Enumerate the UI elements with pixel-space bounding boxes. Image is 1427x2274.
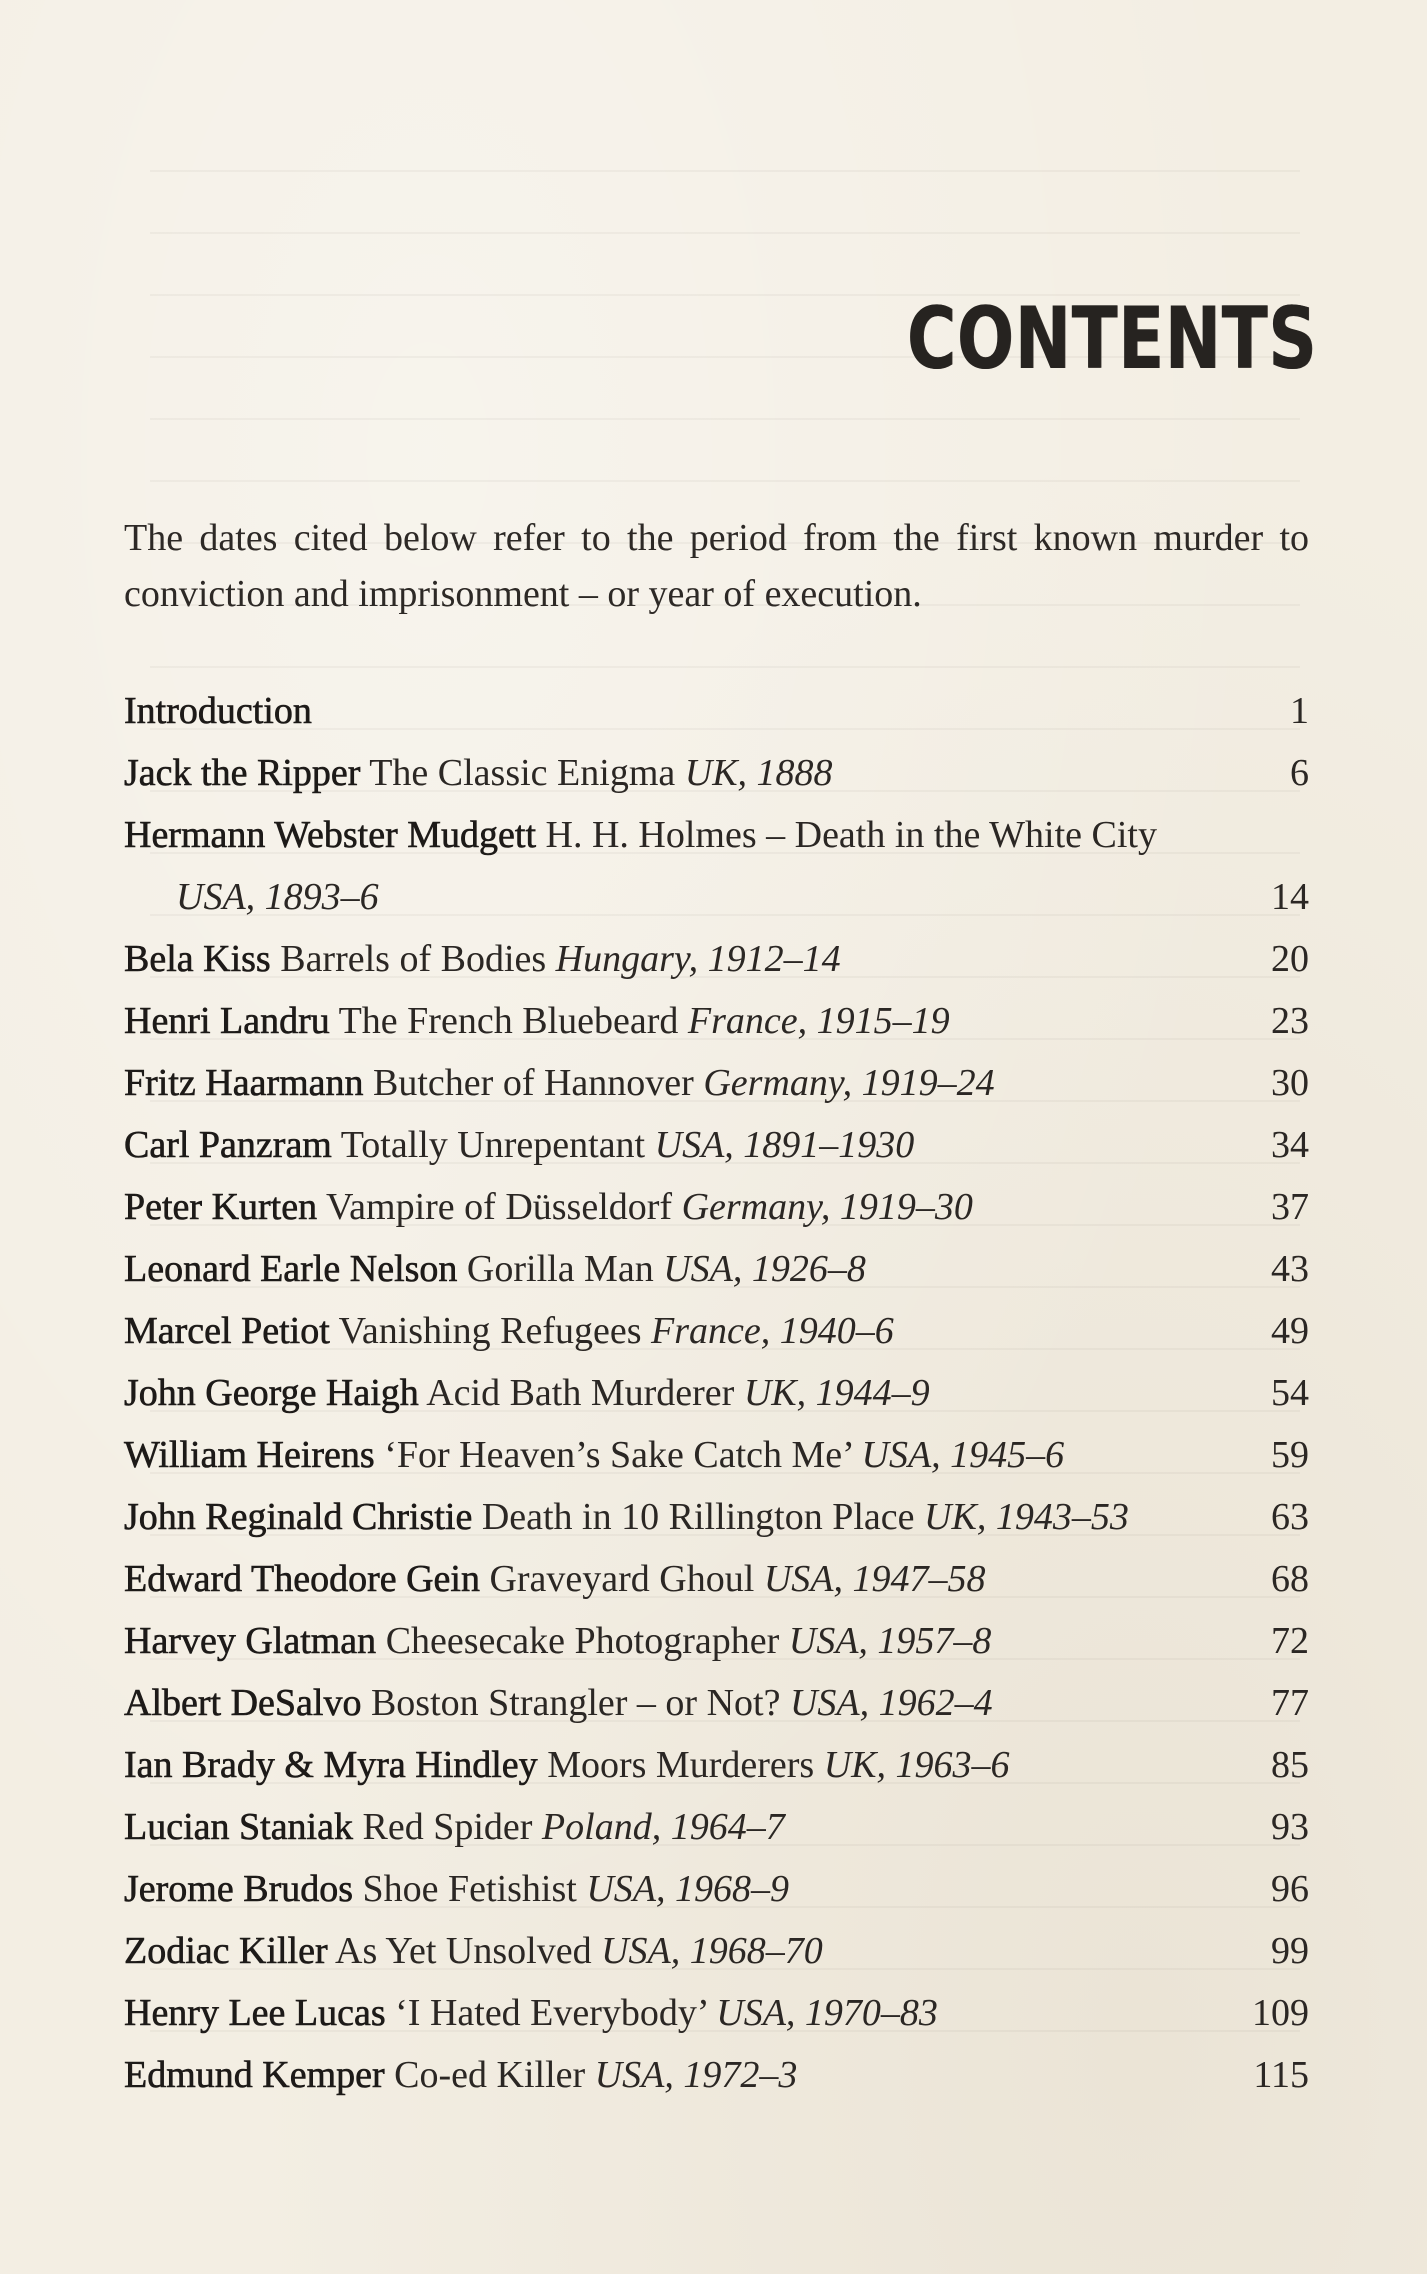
entry-subtitle: Gorilla Man: [466, 1248, 654, 1290]
toc-entry: [124, 1052, 1309, 1114]
toc-entry-text: [124, 742, 1239, 804]
entry-years: 1947–58: [852, 1558, 986, 1600]
toc-entry-text: [124, 1486, 1239, 1548]
toc-entry: [124, 928, 1309, 990]
toc-entry-text: [124, 680, 1239, 742]
entry-page-number: 20: [1271, 938, 1309, 980]
entry-years: 1926–8: [751, 1248, 866, 1290]
entry-years: 1893–6: [264, 876, 379, 918]
entry-region: USA,: [176, 876, 256, 918]
toc-entry-text: [124, 804, 1239, 928]
toc-entry: [124, 1734, 1309, 1796]
entry-subtitle: Barrels of Bodies: [280, 938, 547, 980]
entry-region: USA,: [861, 1434, 941, 1476]
entry-name: Henri Landru: [124, 1000, 330, 1042]
entry-region: USA,: [763, 1558, 843, 1600]
entry-subtitle: Boston Strangler – or Not?: [370, 1682, 781, 1724]
entry-page-number: 77: [1271, 1682, 1309, 1724]
entry-subtitle: Death in 10 Rillington Place: [481, 1496, 915, 1538]
entry-years: 1919–24: [861, 1062, 995, 1104]
entry-region: USA,: [789, 1682, 870, 1724]
toc-entry: [124, 1672, 1309, 1734]
entry-years: 1943–53: [995, 1496, 1129, 1538]
entry-subtitle: Totally Unrepentant: [340, 1124, 646, 1166]
toc-entry: [124, 804, 1309, 928]
entry-years: 1891–1930: [743, 1124, 915, 1166]
toc-entry-text: [124, 1176, 1239, 1238]
entry-page-number: 115: [1253, 2054, 1309, 2096]
entry-years: 1945–6: [950, 1434, 1065, 1476]
entry-name: John George Haigh: [124, 1372, 419, 1414]
entry-subtitle: ‘I Hated Everybody’: [395, 1992, 707, 2034]
entry-name: Jerome Brudos: [124, 1868, 354, 1910]
toc-entry-text: [124, 1424, 1239, 1486]
entry-years: 1957–8: [877, 1620, 992, 1662]
entry-years: 1912–14: [707, 938, 841, 980]
entry-name: Edmund Kemper: [124, 2054, 385, 2096]
entry-name: Harvey Glatman: [124, 1620, 377, 1662]
entry-subtitle: Vampire of Düsseldorf: [325, 1186, 673, 1228]
entry-name: Marcel Petiot: [124, 1310, 330, 1352]
entry-subtitle: Butcher of Hannover: [373, 1062, 694, 1104]
entry-region: UK,: [743, 1372, 807, 1414]
entry-region: Poland,: [541, 1806, 662, 1848]
entry-page-number: 23: [1271, 1000, 1309, 1042]
entry-page-number: 93: [1271, 1806, 1309, 1848]
entry-name: Carl Panzram: [124, 1124, 332, 1166]
entry-region: France,: [687, 1000, 808, 1042]
entry-region: UK,: [823, 1744, 886, 1786]
toc-entry: [124, 1486, 1309, 1548]
entry-region: USA,: [788, 1620, 868, 1662]
toc-entry: [124, 680, 1309, 742]
entry-region: UK,: [924, 1496, 987, 1538]
entry-name: Hermann Webster Mudgett: [124, 814, 537, 856]
entry-page-number: 99: [1271, 1930, 1309, 1972]
entry-region: Hungary,: [555, 938, 699, 980]
entry-name: John Reginald Christie: [124, 1496, 473, 1538]
toc-entry-text: [124, 1300, 1239, 1362]
entry-page-number: 14: [1271, 876, 1309, 918]
entry-region: Germany,: [681, 1186, 831, 1228]
entry-subtitle: The French Bluebeard: [338, 1000, 679, 1042]
entry-years: 1963–6: [895, 1744, 1010, 1786]
toc-entry-text: [124, 1734, 1239, 1796]
entry-subtitle: Graveyard Ghoul: [489, 1558, 755, 1600]
entry-years: 1968–9: [675, 1868, 789, 1910]
toc-entry: [124, 1362, 1309, 1424]
entry-name: Introduction: [124, 690, 312, 732]
entry-subtitle: Acid Bath Murderer: [426, 1372, 735, 1414]
toc-entry-text: [124, 1672, 1239, 1734]
entry-years: 1919–30: [839, 1186, 973, 1228]
entry-name: Fritz Haarmann: [124, 1062, 364, 1104]
toc-entry: [124, 1176, 1309, 1238]
entry-subtitle: The Classic Enigma: [369, 752, 676, 794]
entry-subtitle: H. H. Holmes – Death in the White City: [545, 814, 1157, 856]
entry-name: William Heirens: [124, 1434, 375, 1476]
entry-subtitle: ‘For Heaven’s Sake Catch Me’: [384, 1434, 853, 1476]
entry-subtitle: Moors Murderers: [547, 1744, 815, 1786]
entry-years: 1972–3: [683, 2054, 798, 2096]
toc-entry-text: [124, 1858, 1239, 1920]
entry-name: Bela Kiss: [124, 938, 271, 980]
entry-name: Leonard Earle Nelson: [124, 1248, 458, 1290]
entry-years: 1970–83: [804, 1992, 938, 2034]
toc-entry: [124, 1858, 1309, 1920]
entry-page-number: 6: [1290, 752, 1309, 794]
entry-name: Peter Kurten: [124, 1186, 318, 1228]
toc-entry: [124, 1610, 1309, 1672]
entry-years: 1888: [756, 752, 833, 794]
entry-page-number: 72: [1271, 1620, 1309, 1662]
entry-page-number: 1: [1290, 690, 1309, 732]
entry-region: USA,: [594, 2054, 674, 2096]
entry-name: Albert DeSalvo: [124, 1682, 362, 1724]
entry-page-number: 37: [1271, 1186, 1309, 1228]
toc-entry: [124, 1114, 1309, 1176]
toc-entry-text: [124, 1548, 1239, 1610]
entry-years: 1915–19: [816, 1000, 950, 1042]
entry-subtitle: Co-ed Killer: [394, 2054, 586, 2096]
entry-page-number: 68: [1271, 1558, 1309, 1600]
toc-entry-text: [124, 928, 1239, 990]
entry-name: Ian Brady & Myra Hindley: [124, 1744, 538, 1786]
entry-region: USA,: [586, 1868, 666, 1910]
toc-entry-text: [124, 1796, 1239, 1858]
toc-entry-text: [124, 1238, 1239, 1300]
entry-page-number: 63: [1271, 1496, 1309, 1538]
entry-page-number: 34: [1271, 1124, 1309, 1166]
entry-years: 1968–70: [689, 1930, 823, 1972]
toc-entry: [124, 1238, 1309, 1300]
toc-entry: [124, 990, 1309, 1052]
toc-entry-text: [124, 1362, 1239, 1424]
entry-subtitle: Red Spider: [362, 1806, 533, 1848]
entry-subtitle: Cheesecake Photographer: [385, 1620, 780, 1662]
entry-page-number: 30: [1271, 1062, 1309, 1104]
toc-entry: [124, 1548, 1309, 1610]
entry-page-number: 43: [1271, 1248, 1309, 1290]
entry-page-number: 54: [1271, 1372, 1309, 1414]
entry-page-number: 49: [1271, 1310, 1309, 1352]
entry-name: Zodiac Killer: [124, 1930, 328, 1972]
toc-entry-text: [124, 2044, 1239, 2106]
entry-page-number: 109: [1252, 1992, 1309, 2034]
toc-entry: [124, 1920, 1309, 1982]
entry-years: 1964–7: [670, 1806, 785, 1848]
toc-entry-text: [124, 1052, 1239, 1114]
toc-entry: [124, 1424, 1309, 1486]
toc-entry-text: [124, 990, 1239, 1052]
dates-note: The dates cited below refer to the period from the first known murder to conviction and imprisonment – or year of execution.: [124, 517, 1309, 615]
entry-subtitle: Vanishing Refugees: [338, 1310, 642, 1352]
entry-years: 1940–6: [779, 1310, 894, 1352]
toc-entry: [124, 1982, 1309, 2044]
entry-name: Lucian Staniak: [124, 1806, 353, 1848]
entry-region: France,: [651, 1310, 771, 1352]
toc-entry-text: [124, 1114, 1239, 1176]
toc-entry-text: [124, 1610, 1239, 1672]
page-title: CONTENTS: [906, 289, 1317, 389]
entry-years: 1962–4: [878, 1682, 993, 1724]
entry-subtitle: Shoe Fetishist: [362, 1868, 577, 1910]
entry-region: USA,: [716, 1992, 796, 2034]
entry-region: UK,: [684, 752, 748, 794]
entry-region: Germany,: [703, 1062, 853, 1104]
toc-entry: [124, 1796, 1309, 1858]
entry-page-number: 59: [1271, 1434, 1309, 1476]
entry-subtitle: As Yet Unsolved: [335, 1930, 592, 1972]
entry-region: USA,: [663, 1248, 743, 1290]
entry-name: Jack the Ripper: [124, 752, 361, 794]
entry-region: USA,: [654, 1124, 734, 1166]
toc-entry: [124, 1300, 1309, 1362]
entry-name: Henry Lee Lucas: [124, 1992, 386, 2034]
entry-name: Edward Theodore Gein: [124, 1558, 480, 1600]
entry-region: USA,: [601, 1930, 681, 1972]
toc-entry: [124, 742, 1309, 804]
toc-entry-text: [124, 1920, 1239, 1982]
entry-page-number: 96: [1271, 1868, 1309, 1910]
toc-entry: [124, 2044, 1309, 2106]
entry-page-number: 85: [1271, 1744, 1309, 1786]
entry-years: 1944–9: [815, 1372, 930, 1414]
contents-list: [124, 680, 1309, 2106]
toc-entry-text: [124, 1982, 1239, 2044]
